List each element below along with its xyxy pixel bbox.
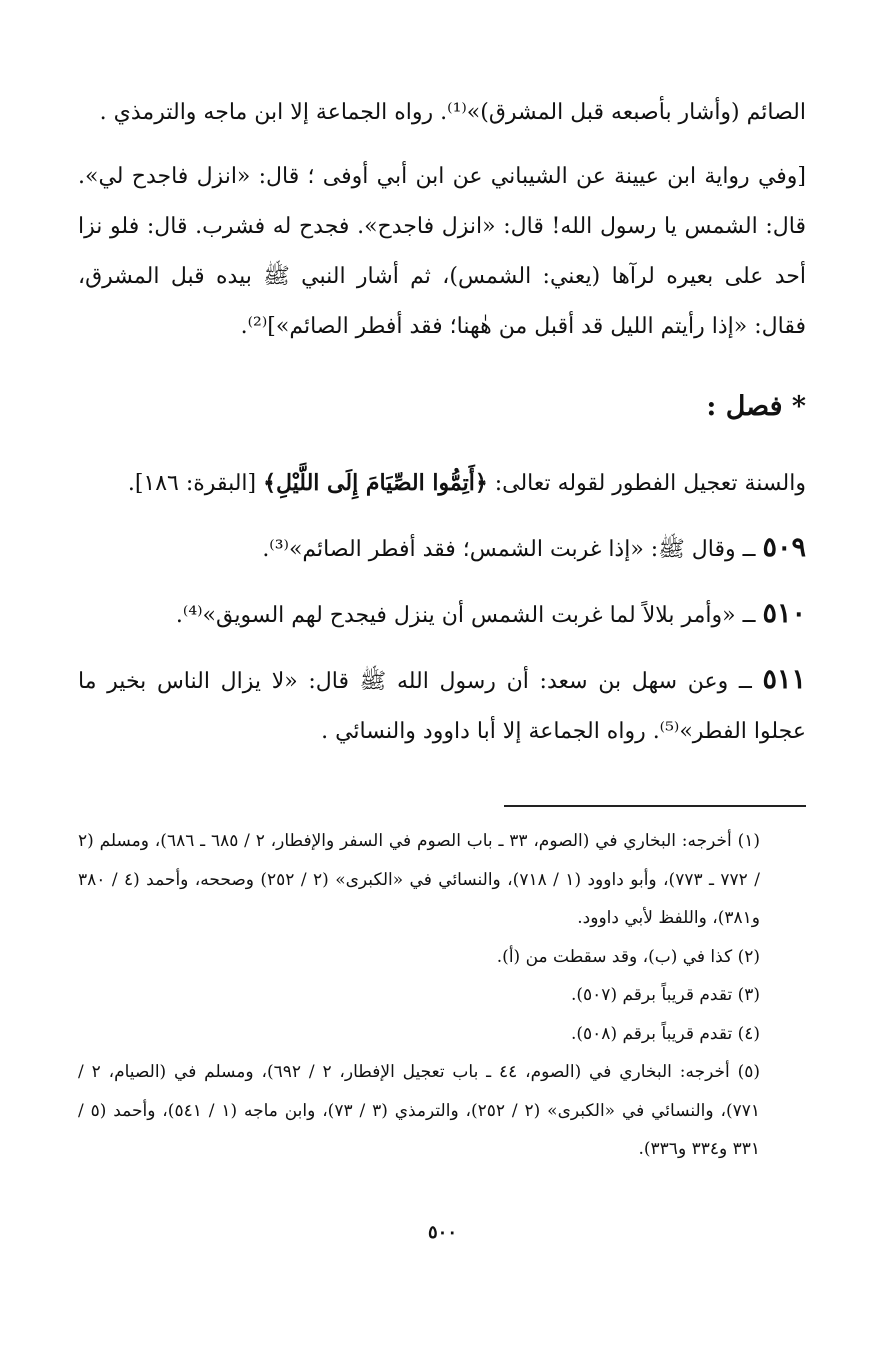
quran-verse: ﴿أَتِمُّوا الصِّيَامَ إِلَى اللَّيْلِ﴾ — [263, 470, 488, 496]
page-number: ٥٠٠ — [427, 1222, 457, 1243]
section-heading: * فصل : — [706, 391, 806, 422]
footnote-2: (٢) كذا في (ب)، وقد سقطت من (أ). — [496, 946, 760, 967]
footnote-3: (٣) تقدم قريباً برقم (٥٠٧). — [571, 985, 760, 1005]
hadith-number: ٥٠٩ — [762, 532, 806, 563]
hadith-number: ٥١١ — [762, 664, 806, 695]
hadith-number: ٥١٠ — [762, 598, 806, 629]
main-text — [78, 88, 806, 757]
paragraph-1: الصائم (وأشار بأصبعه قبل المشرق)»⁽¹⁾. رواه الجماعة إلا ابن ماجه والترمذي . — [99, 100, 806, 125]
hadith-text: ــ «وأمر بلالاً لما غربت الشمس أن ينزل فيجدح لهم السويق»⁽⁴⁾. — [175, 603, 763, 628]
hadith-511 — [78, 655, 806, 757]
footnote-4: (٤) تقدم قريباً برقم (٥٠٨). — [571, 1023, 760, 1044]
paragraph-3 — [78, 458, 806, 509]
paragraph-3-end: [البقرة: ١٨٦]. — [127, 471, 264, 496]
hadith-510 — [78, 589, 806, 641]
footnotes — [78, 822, 806, 1169]
footnote-1: (١) أخرجه: البخاري في (الصوم، ٣٣ ـ باب الصوم في السفر والإفطار، ٢ / ٦٨٥ ـ ٦٨٦)، ومسلم (٢ / ٧٧٢ ـ ٧٧٣)، وأبو داوود (١ / ٧١٨)، والنسائي في «الكبرى» (٢ / ٢٥٢) وصححه، وأحمد (٤ / ٣٨٠ و٣٨١)، واللفظ لأبي داوود. — [78, 831, 760, 928]
hadith-509 — [78, 523, 806, 575]
footnote-divider — [504, 805, 806, 807]
paragraph-2: [وفي رواية ابن عيينة عن الشيباني عن ابن أبي أوفى ؛ قال: «انزل فاجدح لي». قال: الشمس يا رسول الله! قال: «انزل فاجدح». فجدح له فشرب. قال: فلو نزا أحد على بعيره لرآها (يعني: الشمس)، ثم أشار النبي ﷺ بيده قبل المشرق، فقال: «إذا رأيتم الليل قد أقبل من هٰهنا؛ فقد أفطر الصائم»]⁽²⁾. — [78, 164, 806, 339]
hadith-text: ــ وعن سهل بن سعد: أن رسول الله ﷺ قال: «لا يزال الناس بخير ما عجلوا الفطر»⁽⁵⁾. رواه الجماعة إلا أبا داوود والنسائي . — [78, 669, 806, 744]
paragraph-3-start: والسنة تعجيل الفطور لقوله تعالى: — [487, 471, 806, 496]
hadith-text: ــ وقال ﷺ: «إذا غربت الشمس؛ فقد أفطر الصائم»⁽³⁾. — [262, 537, 763, 562]
footnote-5: (٥) أخرجه: البخاري في (الصوم، ٤٤ ـ باب تعجيل الإفطار، ٢ / ٦٩٢)، ومسلم في (الصيام، ٢ / ٧٧١)، والنسائي في «الكبرى» (٢ / ٢٥٢)، والترمذي (٣ / ٧٣)، وابن ماجه (١ / ٥٤١)، وأحمد (٥ / ٣٣١ و٣٣٤ و٣٣٦). — [78, 1062, 760, 1159]
